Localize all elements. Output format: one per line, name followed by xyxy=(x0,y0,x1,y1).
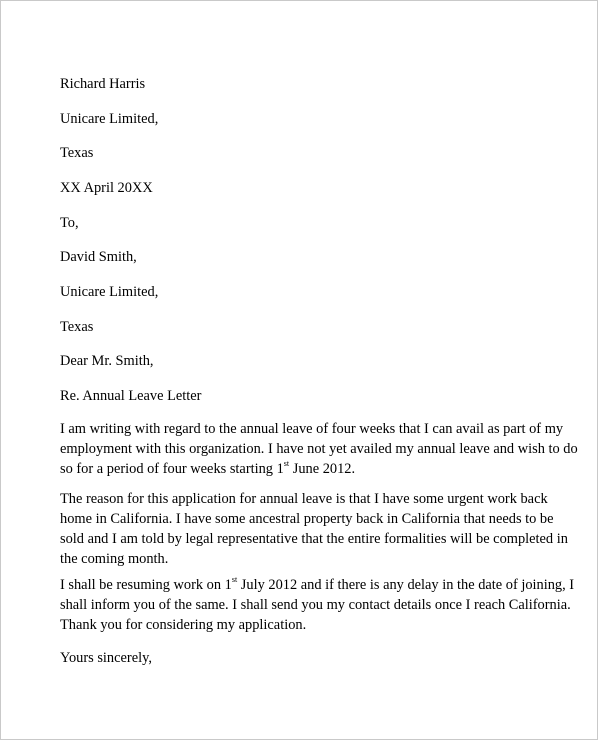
paragraph-2-line-4: the coming month. xyxy=(60,551,169,567)
closing: Yours sincerely, xyxy=(60,650,152,666)
paragraph-3-line-2: shall inform you of the same. I shall send you my contact details once I reach California. xyxy=(60,597,571,613)
paragraph-2-line-1: The reason for this application for annual leave is that I have some urgent work back xyxy=(60,491,548,507)
paragraph-2-line-2: home in California. I have some ancestral property back in California that needs to be xyxy=(60,511,554,527)
paragraph-1-line-2: employment with this organization. I have not yet availed my annual leave and wish to do xyxy=(60,441,578,457)
paragraph-3-line-1 xyxy=(60,575,575,595)
recipient-location: Texas xyxy=(60,319,94,335)
paragraph-3-line-3: Thank you for considering my application. xyxy=(60,617,307,633)
sender-company: Unicare Limited, xyxy=(60,111,159,127)
subject-line: Re. Annual Leave Letter xyxy=(60,388,202,404)
recipient-name: David Smith, xyxy=(60,249,137,265)
sender-name: Richard Harris xyxy=(60,76,146,92)
recipient-company: Unicare Limited, xyxy=(60,284,159,300)
p3-l1-text-a: I shall be resuming work on 1 xyxy=(60,577,232,593)
paragraph-3 xyxy=(60,575,575,635)
p1-l3-ordinal: st xyxy=(283,459,290,469)
paragraph-2 xyxy=(60,489,568,569)
p1-l3-text-b: June 2012. xyxy=(289,461,356,477)
paragraph-1-line-1: I am writing with regard to the annual leave of four weeks that I can avail as part of my xyxy=(60,421,564,437)
sender-location: Texas xyxy=(60,145,94,161)
p1-l3-text-a: so for a period of four weeks starting 1 xyxy=(60,461,284,477)
letter-date: XX April 20XX xyxy=(60,180,153,196)
salutation: Dear Mr. Smith, xyxy=(60,353,154,369)
paragraph-1-line-3 xyxy=(60,459,560,479)
paragraph-1 xyxy=(60,419,578,479)
recipient-to: To, xyxy=(60,215,79,231)
p3-l1-ordinal: st xyxy=(231,575,238,585)
p3-l1-text-b: July 2012 and if there is any delay in the date of joining, I xyxy=(237,577,575,593)
paragraph-2-line-3: sold and I am told by legal representative that the entire formalities will be completed in xyxy=(60,531,568,547)
